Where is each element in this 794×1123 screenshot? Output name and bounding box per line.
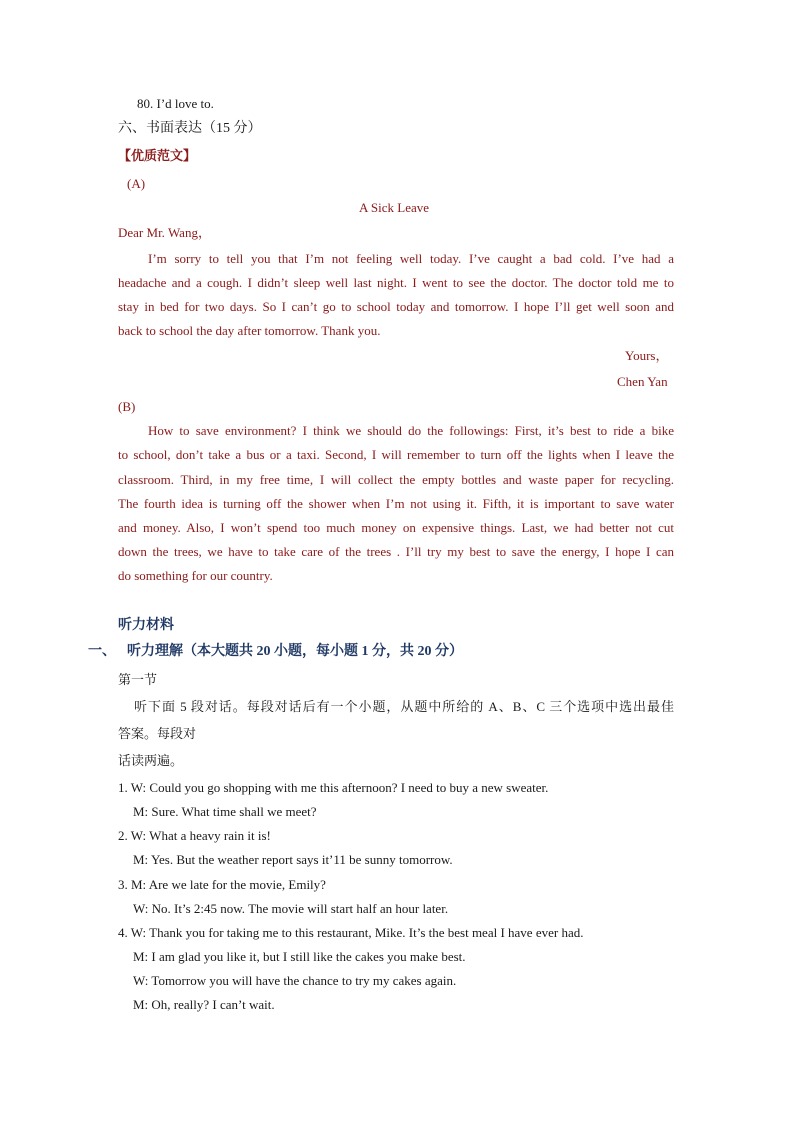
essay-b-line: do something for our country. <box>118 568 273 583</box>
listening-part1-number: 一、 <box>88 644 116 659</box>
essay-a-line: headache and a cough. I didn’t sleep well last night. I went to see the doctor. The doctor told me to <box>118 275 674 290</box>
essay-b-line: to school, don’t take a bus or a taxi. Second, I will remember to turn off the lights when I leave the <box>118 447 674 462</box>
essay-a-line: back to school the day after tomorrow. Thank you. <box>118 323 381 338</box>
essay-a-line: I’m sorry to tell you that I’m not feeling well today. I’ve caught a bad cold. I’ve had a <box>148 251 674 266</box>
essay-a-closing: Yours， <box>625 348 669 363</box>
instruction-line: 话读两遍。 <box>118 753 184 768</box>
section-6-heading: 六、书面表达（15 分） <box>118 121 262 136</box>
essay-b-line: How to save environment? I think we should do the followings: First, it’s best to ride a bike <box>148 423 674 438</box>
essay-a-signature: Chen Yan <box>617 374 668 389</box>
answer-80: 80. I’d love to. <box>137 96 214 111</box>
listening-part1-title: 听力理解（本大题共 20 小题，每小题 1 分，共 20 分） <box>127 644 463 659</box>
dialogue-line: 3. M: Are we late for the movie, Emily? <box>118 877 326 892</box>
dialogue-line: M: Oh, really? I can’t wait. <box>133 997 275 1012</box>
dialogue-line: 2. W: What a heavy rain it is! <box>118 828 271 843</box>
instruction-line: 听下面 5 段对话。每段对话后有一个小题，从题中所给的 A、B、C 三个选项中选出最佳 <box>134 699 674 714</box>
section-label: 第一节 <box>118 672 158 687</box>
essay-b-line: The fourth idea is turning off the shower when I’m not using it. Fifth, it is important to save water <box>118 496 674 511</box>
instruction-line: 答案。每段对 <box>118 726 197 741</box>
essay-b-line: classroom. Third, in my free time, I will collect the empty bottles and waste paper for recycling. <box>118 472 674 487</box>
essay-b-line: and money. Also, I won’t spend too much money on expensive things. Last, we had better not cut <box>118 520 674 535</box>
model-essay-tag: 【优质范文】 <box>118 148 197 163</box>
essay-b-line: down the trees, we have to take care of the trees . I’ll try my best to save the energy, I hope I can <box>118 544 674 559</box>
essay-a-line: stay in bed for two days. So I can’t go to school today and tomorrow. I hope I’ll get well soon and <box>118 299 674 314</box>
dialogue-line: W: No. It’s 2:45 now. The movie will start half an hour later. <box>133 901 449 916</box>
essay-a-title: A Sick Leave <box>359 200 430 215</box>
dialogue-line: M: Sure. What time shall we meet? <box>133 804 317 819</box>
essay-a-label: (A) <box>127 176 146 191</box>
essay-a-greeting: Dear Mr. Wang， <box>118 225 211 240</box>
dialogue-line: 4. W: Thank you for taking me to this restaurant, Mike. It’s the best meal I have ever had. <box>118 925 584 940</box>
dialogue-line: W: Tomorrow you will have the chance to try my cakes again. <box>133 973 457 988</box>
dialogue-line: M: I am glad you like it, but I still like the cakes you make best. <box>133 949 466 964</box>
essay-b-label: (B) <box>118 399 136 414</box>
listening-heading: 听力材料 <box>118 618 174 633</box>
dialogue-line: M: Yes. But the weather report says it’11 be sunny tomorrow. <box>133 852 453 867</box>
dialogue-line: 1. W: Could you go shopping with me this afternoon? I need to buy a new sweater. <box>118 780 549 795</box>
